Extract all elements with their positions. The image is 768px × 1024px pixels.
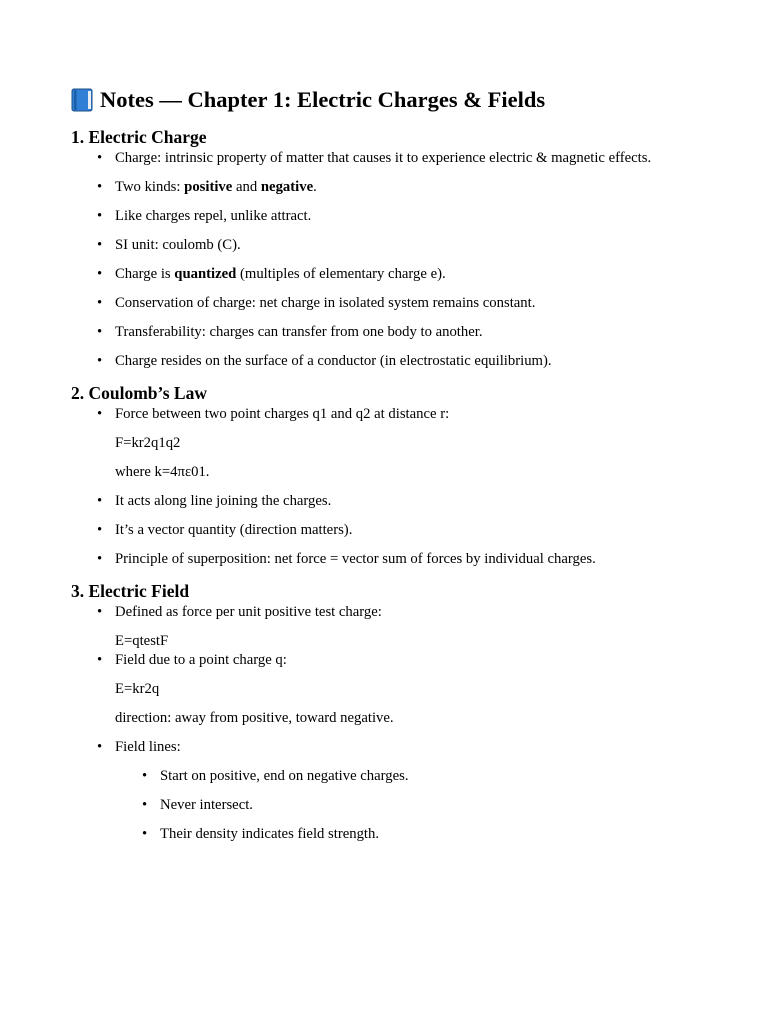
electric-charge-list bbox=[71, 149, 728, 371]
list-item: • Field due to a point charge q: bbox=[71, 651, 728, 670]
list-item: • It’s a vector quantity (direction matters). bbox=[71, 521, 728, 540]
sub-list-item: • Start on positive, end on negative charges. bbox=[71, 767, 728, 786]
field-direction-note: direction: away from positive, toward negative. bbox=[115, 710, 394, 726]
list-item: • Field lines: bbox=[71, 738, 728, 757]
sub-list-item: • Never intersect. bbox=[71, 796, 728, 815]
list-item: • Conservation of charge: net charge in isolated system remains constant. bbox=[71, 294, 728, 313]
section-heading-electric-charge: 1. Electric Charge bbox=[71, 127, 207, 147]
coulomb-equation: F=kr2q1q2 bbox=[115, 435, 181, 451]
list-item: • Defined as force per unit positive test charge: bbox=[71, 603, 728, 622]
field-lines-sublist bbox=[71, 767, 728, 844]
coulomb-constant: where k=4πε01. bbox=[115, 464, 210, 480]
section-heading-coulombs-law: 2. Coulomb’s Law bbox=[71, 383, 207, 403]
sub-list-item: • Their density indicates field strength. bbox=[71, 825, 728, 844]
electric-field-list-2 bbox=[71, 651, 728, 670]
list-item: • Charge is quantized (multiples of elementary charge e). bbox=[71, 265, 728, 284]
list-item: • Like charges repel, unlike attract. bbox=[71, 207, 728, 226]
blue-book-icon bbox=[71, 88, 93, 112]
electric-field-list-3 bbox=[71, 738, 728, 757]
point-charge-field-equation: E=kr2q bbox=[115, 681, 160, 697]
list-item: • Two kinds: positive and negative. bbox=[71, 178, 728, 197]
section-heading-electric-field: 3. Electric Field bbox=[71, 581, 190, 601]
coulombs-law-list-continued bbox=[71, 492, 728, 569]
coulombs-law-list bbox=[71, 405, 728, 424]
field-definition-equation: E=qtestF bbox=[115, 633, 169, 649]
page-title-row bbox=[71, 85, 728, 115]
list-item: • SI unit: coulomb (C). bbox=[71, 236, 728, 255]
list-item: • It acts along line joining the charges. bbox=[71, 492, 728, 511]
list-item: • Charge: intrinsic property of matter that causes it to experience electric & magnetic effects. bbox=[71, 149, 728, 168]
list-item: • Principle of superposition: net force = vector sum of forces by individual charges. bbox=[71, 550, 728, 569]
list-item: • Force between two point charges q1 and q2 at distance r: bbox=[71, 405, 728, 424]
electric-field-list bbox=[71, 603, 728, 622]
list-item: • Transferability: charges can transfer from one body to another. bbox=[71, 323, 728, 342]
list-item: • Charge resides on the surface of a conductor (in electrostatic equilibrium). bbox=[71, 352, 728, 371]
page-title: Notes — Chapter 1: Electric Charges & Fields bbox=[100, 87, 546, 112]
